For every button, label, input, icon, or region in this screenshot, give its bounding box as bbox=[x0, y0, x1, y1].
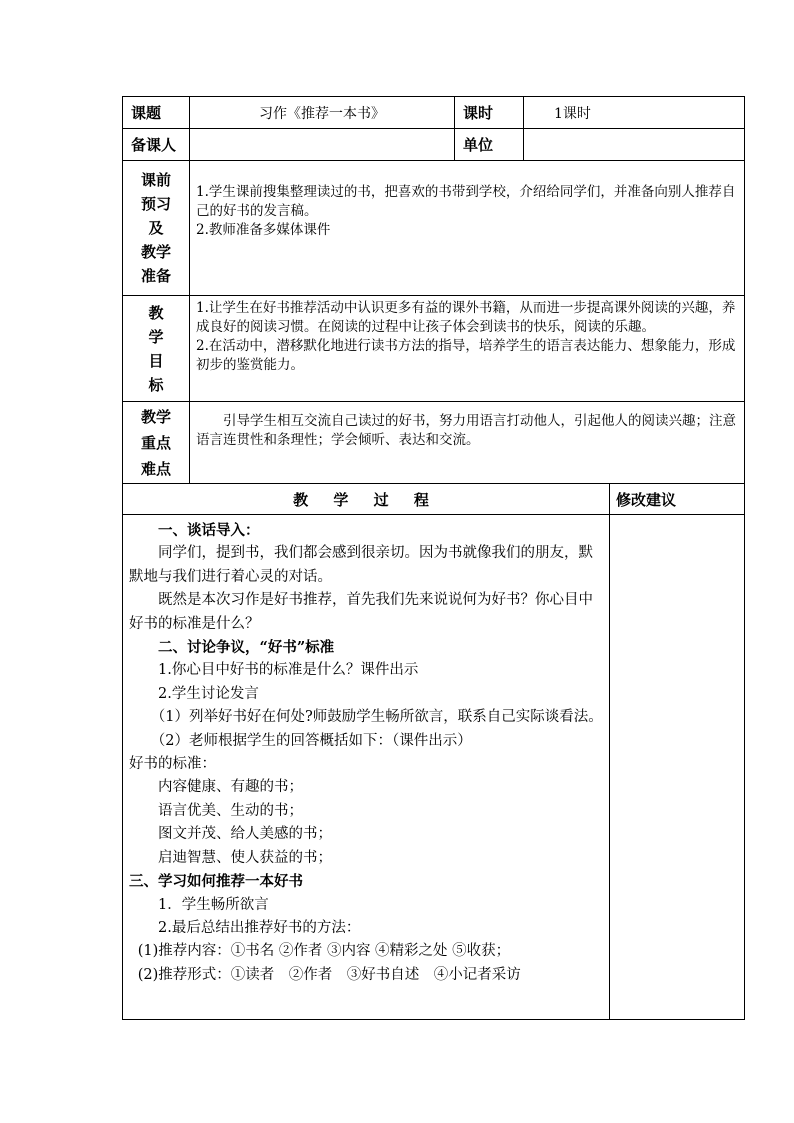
lesson-plan-page bbox=[122, 96, 744, 1020]
key-text: 引导学生相互交流自己读过的好书，努力用语言打动他人，引起他人的阅读兴趣；注意语言连贯性和条理性；学会倾听、表达和交流。 bbox=[196, 413, 736, 448]
key-content bbox=[190, 402, 745, 484]
process-line: 三、学习如何推荐一本好书 bbox=[129, 873, 303, 891]
process-line: （2）老师根据学生的回答概括如下：（课件出示） bbox=[150, 732, 472, 749]
goals-line: 2.在活动中，潜移默化地进行读书方法的指导，培养学生的语言表达能力、想象能力，形成初步的鉴赏能力。 bbox=[196, 338, 736, 373]
process-line: 同学们，提到书，我们都会感到很亲切。因为书就像我们的朋友，默默地与我们进行着心灵的对话。 bbox=[129, 545, 593, 585]
prep-label-line: 及 bbox=[148, 219, 164, 237]
prep-line: 1.学生课前搜集整理读过的书，把喜欢的书带到学校，介绍给同学们，并准备向别人推荐自己的好书的发言稿。 bbox=[196, 184, 736, 219]
process-line: 二、讨论争议，“好书”标准 bbox=[158, 639, 335, 657]
process-line: 1.你心目中好书的标准是什么？课件出示 bbox=[158, 662, 419, 679]
key-label bbox=[123, 402, 190, 484]
key-label-line: 重点 bbox=[140, 433, 171, 452]
process-line: 一、谈话导入： bbox=[158, 522, 260, 539]
prep-label bbox=[123, 161, 190, 296]
process-line: 既然是本次习作是好书推荐，首先我们先来说说何为好书？你心目中好书的标准是什么？ bbox=[129, 592, 593, 632]
goals-label bbox=[123, 296, 190, 402]
process-title: 教 学 过 程 bbox=[293, 490, 439, 509]
goals-row bbox=[123, 296, 745, 402]
process-line: 2.学生讨论发言 bbox=[158, 685, 259, 702]
prep-label-line: 预习 bbox=[140, 195, 171, 213]
suggest-content bbox=[610, 515, 745, 1020]
process-line: 语言优美、生动的书； bbox=[158, 802, 303, 819]
goals-label-line: 标 bbox=[148, 375, 164, 394]
process-line: 1．学生畅所欲言 bbox=[158, 896, 269, 913]
process-line: 好书的标准： bbox=[129, 756, 216, 773]
prep-label-line: 准备 bbox=[140, 267, 171, 285]
unit-value bbox=[524, 129, 745, 161]
process-content bbox=[123, 515, 610, 1020]
process-line: （1）列举好书好在何处?师鼓励学生畅所欲言，联系自己实际谈看法。 bbox=[150, 709, 603, 726]
unit-label: 单位 bbox=[455, 129, 524, 161]
goals-content bbox=[190, 296, 745, 402]
key-row bbox=[123, 402, 745, 484]
goals-label-line: 教 bbox=[148, 303, 164, 322]
preparer-label: 备课人 bbox=[123, 129, 190, 161]
topic-label: 课题 bbox=[123, 97, 190, 129]
goals-label-line: 目 bbox=[148, 351, 164, 370]
goals-line: 1.让学生在好书推荐活动中认识更多有益的课外书籍，从而进一步提高课外阅读的兴趣，养成良好的阅读习惯。在阅读的过程中让孩子体会到读书的快乐，阅读的乐趣。 bbox=[196, 300, 736, 335]
process-line: 2.最后总结出推荐好书的方法： bbox=[158, 919, 361, 936]
prep-line: 2.教师准备多媒体课件 bbox=[196, 222, 331, 238]
process-line: (2)推荐形式：①读者 ②作者 ③好书自述 ④小记者采访 bbox=[137, 966, 521, 983]
goals-label-line: 学 bbox=[148, 327, 164, 346]
preparer-value bbox=[190, 129, 455, 161]
key-label-line: 教学 bbox=[140, 407, 171, 426]
process-line: 内容健康、有趣的书； bbox=[158, 779, 303, 796]
topic-row bbox=[123, 97, 745, 129]
period-label: 课时 bbox=[455, 97, 524, 129]
process-title-cell bbox=[123, 484, 610, 515]
prep-row bbox=[123, 161, 745, 296]
lesson-plan-table bbox=[122, 96, 745, 1020]
period-value: 1课时 bbox=[524, 97, 745, 129]
topic-value: 习作《推荐一本书》 bbox=[190, 97, 455, 129]
process-line: (1)推荐内容：①书名 ②作者 ③内容 ④精彩之处 ⑤收获； bbox=[137, 943, 511, 960]
key-label-line: 难点 bbox=[140, 459, 171, 478]
process-line: 图文并茂、给人美感的书； bbox=[158, 826, 332, 843]
preparer-row bbox=[123, 129, 745, 161]
suggest-label: 修改建议 bbox=[610, 484, 745, 515]
prep-content bbox=[190, 161, 745, 296]
prep-label-line: 教学 bbox=[140, 243, 171, 261]
process-header-row bbox=[123, 484, 745, 515]
process-line: 启迪智慧、使人获益的书； bbox=[158, 849, 332, 866]
process-body-row bbox=[123, 515, 745, 1020]
prep-label-line: 课前 bbox=[140, 171, 171, 189]
